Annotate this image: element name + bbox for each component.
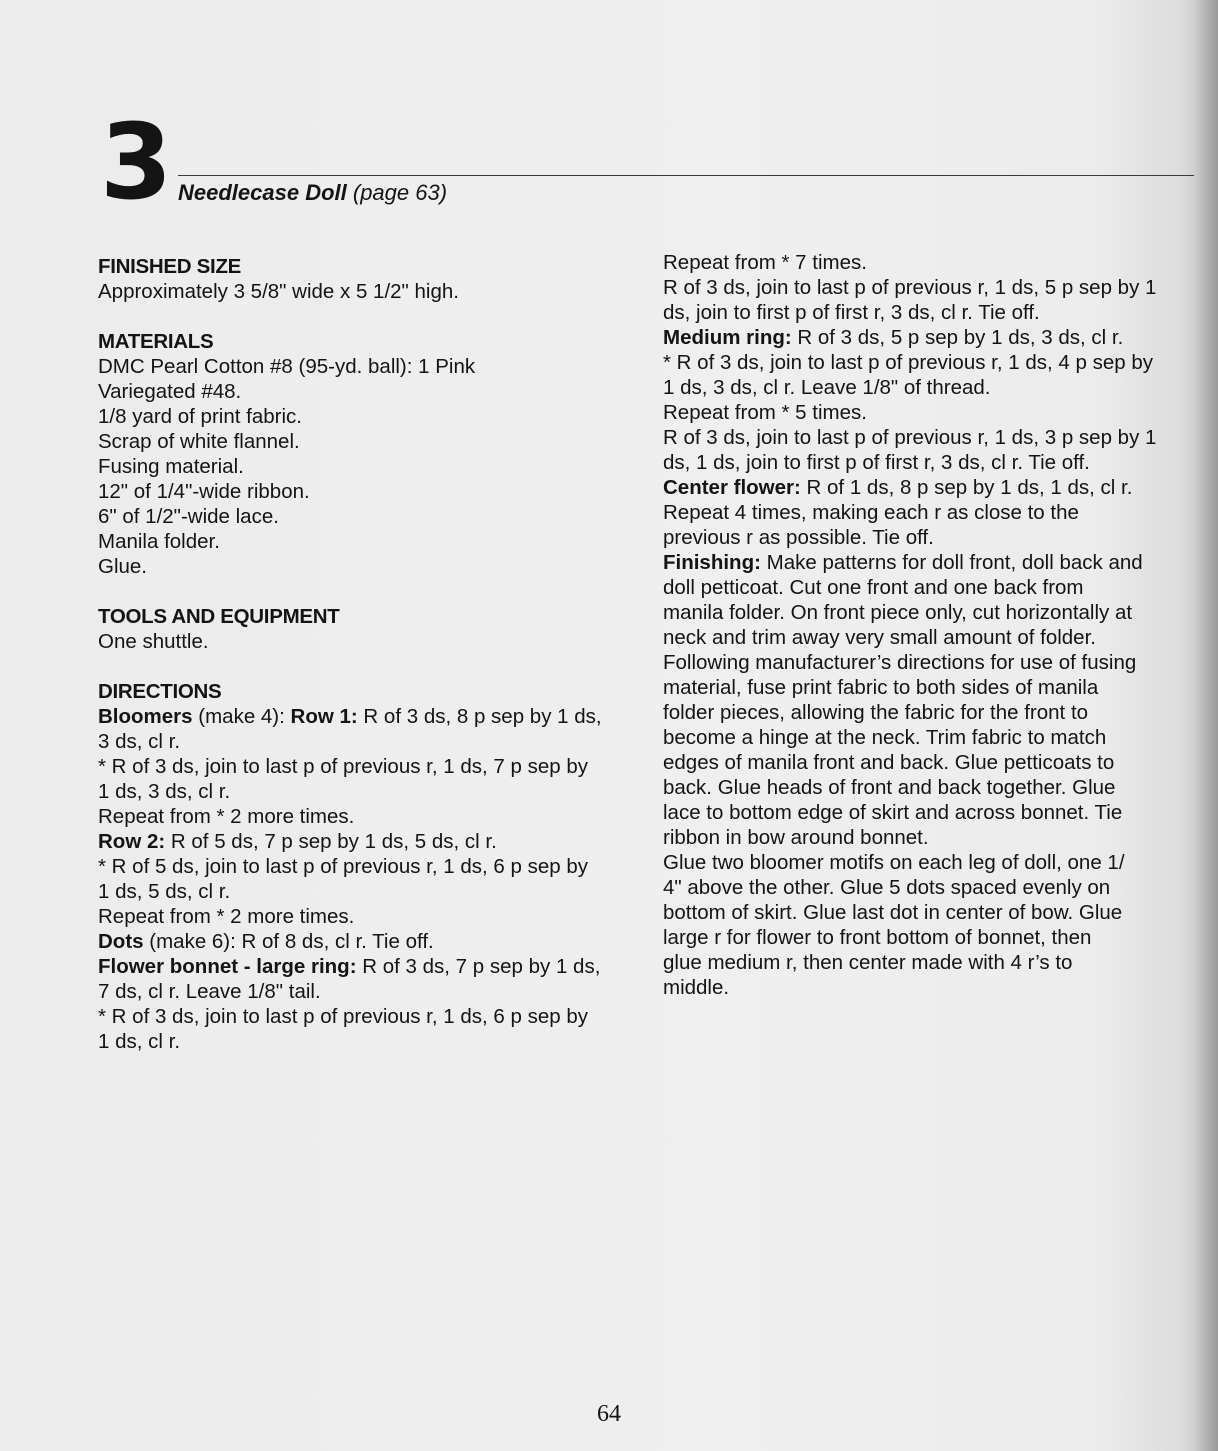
line-text: manila folder. On front piece only, cut horizontally at bbox=[663, 601, 1133, 624]
materials-heading: MATERIALS bbox=[98, 330, 214, 353]
line-text: large r for flower to front bottom of bonnet, then bbox=[663, 926, 1092, 949]
line-text: Repeat from * 7 times. bbox=[663, 251, 867, 274]
bold-lead: Center flower: bbox=[663, 476, 801, 499]
line-text: neck and trim away very small amount of folder. bbox=[663, 626, 1096, 649]
text-line bbox=[663, 625, 1195, 650]
text-line bbox=[663, 675, 1195, 700]
line-text: R of 1 ds, 8 p sep by 1 ds, 1 ds, cl r. bbox=[800, 476, 1133, 499]
line-text: 4" above the other. Glue 5 dots spaced evenly on bbox=[663, 876, 1111, 899]
text-line bbox=[663, 575, 1195, 600]
text-line bbox=[663, 850, 1195, 875]
line-text: folder pieces, allowing the fabric for the front to bbox=[663, 701, 1089, 724]
line-text: * R of 5 ds, join to last p of previous r, 1 ds, 6 p sep by bbox=[98, 855, 588, 878]
line-text: R of 3 ds, 5 p sep by 1 ds, 3 ds, cl r. bbox=[791, 326, 1124, 349]
text-line bbox=[98, 804, 638, 829]
directions-text bbox=[98, 704, 638, 1054]
directions-heading: DIRECTIONS bbox=[98, 680, 222, 703]
line-text: 1 ds, cl r. bbox=[98, 1030, 181, 1053]
line-text: * R of 3 ds, join to last p of previous r, 1 ds, 4 p sep by bbox=[663, 351, 1153, 374]
text-line bbox=[663, 275, 1195, 300]
text-line bbox=[663, 650, 1195, 675]
page-reference: (page 63) bbox=[352, 180, 448, 205]
right-column bbox=[663, 250, 1195, 1000]
bold-lead: Row 2: bbox=[98, 830, 166, 853]
text-line bbox=[663, 350, 1195, 375]
text-line bbox=[663, 800, 1195, 825]
line-text: R of 3 ds, join to last p of previous r, 1 ds, 5 p sep by 1 bbox=[663, 276, 1157, 299]
text-line bbox=[98, 954, 638, 979]
bold-lead: Bloomers bbox=[98, 705, 193, 728]
text-line bbox=[98, 1029, 638, 1054]
line-text: lace to bottom edge of skirt and across bonnet. Tie bbox=[663, 801, 1123, 824]
text-line bbox=[663, 300, 1195, 325]
text-line bbox=[663, 950, 1195, 975]
material-item: Variegated #48. bbox=[98, 380, 242, 403]
text-line bbox=[98, 829, 638, 854]
text-line bbox=[663, 475, 1195, 500]
tools-text: One shuttle. bbox=[98, 630, 209, 653]
text-line bbox=[663, 600, 1195, 625]
line-text: become a hinge at the neck. Trim fabric to match bbox=[663, 726, 1107, 749]
text-line bbox=[98, 729, 638, 754]
bold-lead: Dots bbox=[98, 930, 144, 953]
page-gutter-shadow bbox=[1194, 0, 1218, 1451]
text-line bbox=[663, 450, 1195, 475]
text-line bbox=[98, 979, 638, 1004]
text-line bbox=[98, 779, 638, 804]
material-item: 1/8 yard of print fabric. bbox=[98, 405, 302, 428]
text-line bbox=[98, 754, 638, 779]
line-text: edges of manila front and back. Glue petticoats to bbox=[663, 751, 1115, 774]
line-text: Repeat from * 5 times. bbox=[663, 401, 867, 424]
line-text: ribbon in bow around bonnet. bbox=[663, 826, 929, 849]
line-text: (make 4): bbox=[192, 705, 291, 728]
line-text: R of 3 ds, 8 p sep by 1 ds, bbox=[357, 705, 602, 728]
text-line bbox=[98, 929, 638, 954]
line-text: Make patterns for doll front, doll back and bbox=[760, 551, 1143, 574]
line-text: 7 ds, cl r. Leave 1/8" tail. bbox=[98, 980, 321, 1003]
text-line bbox=[98, 904, 638, 929]
line-text: Repeat 4 times, making each r as close to the bbox=[663, 501, 1079, 524]
text-line bbox=[98, 704, 638, 729]
line-text: previous r as possible. Tie off. bbox=[663, 526, 934, 549]
text-line bbox=[98, 1004, 638, 1029]
text-line bbox=[663, 825, 1195, 850]
text-line bbox=[663, 875, 1195, 900]
material-item: Scrap of white flannel. bbox=[98, 430, 300, 453]
line-text: Repeat from * 2 more times. bbox=[98, 805, 355, 828]
text-line bbox=[663, 400, 1195, 425]
material-item: 6" of 1/2"-wide lace. bbox=[98, 505, 279, 528]
text-line bbox=[663, 775, 1195, 800]
line-text: * R of 3 ds, join to last p of previous r, 1 ds, 7 p sep by bbox=[98, 755, 588, 778]
materials-list bbox=[98, 354, 638, 579]
text-line bbox=[663, 900, 1195, 925]
line-text: * R of 3 ds, join to last p of previous r, 1 ds, 6 p sep by bbox=[98, 1005, 588, 1028]
line-text: (make 6): R of 8 ds, cl r. Tie off. bbox=[143, 930, 434, 953]
bold-lead: Finishing: bbox=[663, 551, 761, 574]
line-text: 1 ds, 5 ds, cl r. bbox=[98, 880, 231, 903]
material-item: Manila folder. bbox=[98, 530, 220, 553]
line-text: ds, 1 ds, join to first p of first r, 3 ds, cl r. Tie off. bbox=[663, 451, 1090, 474]
finished-size-text: Approximately 3 5/8" wide x 5 1/2" high. bbox=[98, 280, 459, 303]
text-line bbox=[663, 975, 1195, 1000]
bold-lead: Medium ring: bbox=[663, 326, 792, 349]
tools-heading: TOOLS AND EQUIPMENT bbox=[98, 605, 340, 628]
line-text: bottom of skirt. Glue last dot in center of bow. Glue bbox=[663, 901, 1123, 924]
material-item: 12" of 1/4"-wide ribbon. bbox=[98, 480, 310, 503]
line-text: R of 3 ds, 7 p sep by 1 ds, bbox=[356, 955, 601, 978]
pattern-name: Needlecase Doll bbox=[178, 180, 347, 205]
text-line bbox=[98, 854, 638, 879]
line-text: R of 3 ds, join to last p of previous r, 1 ds, 3 p sep by 1 bbox=[663, 426, 1157, 449]
text-line bbox=[663, 750, 1195, 775]
left-column bbox=[98, 254, 638, 1054]
line-text: middle. bbox=[663, 976, 730, 999]
material-item: Glue. bbox=[98, 555, 147, 578]
line-text: glue medium r, then center made with 4 r’s to bbox=[663, 951, 1073, 974]
line-text: 1 ds, 3 ds, cl r. Leave 1/8" of thread. bbox=[663, 376, 991, 399]
line-text: R of 5 ds, 7 p sep by 1 ds, 5 ds, cl r. bbox=[165, 830, 497, 853]
header-rule bbox=[178, 175, 1194, 176]
line-text: 3 ds, cl r. bbox=[98, 730, 181, 753]
line-text: ds, join to first p of first r, 3 ds, cl r. Tie off. bbox=[663, 301, 1040, 324]
text-line bbox=[663, 550, 1195, 575]
text-line bbox=[663, 375, 1195, 400]
line-text: Glue two bloomer motifs on each leg of doll, one 1/ bbox=[663, 851, 1125, 874]
page-number: 64 bbox=[597, 1401, 621, 1427]
bold-lead: Flower bonnet - large ring: bbox=[98, 955, 357, 978]
line-text: Following manufacturer’s directions for use of fusing bbox=[663, 651, 1137, 674]
text-line bbox=[663, 925, 1195, 950]
text-line bbox=[98, 879, 638, 904]
line-text: back. Glue heads of front and back together. Glue bbox=[663, 776, 1116, 799]
text-line bbox=[663, 700, 1195, 725]
text-line bbox=[663, 425, 1195, 450]
text-line bbox=[663, 525, 1195, 550]
line-text: 1 ds, 3 ds, cl r. bbox=[98, 780, 231, 803]
finished-size-heading: FINISHED SIZE bbox=[98, 255, 242, 278]
material-item: Fusing material. bbox=[98, 455, 244, 478]
text-line bbox=[663, 325, 1195, 350]
material-item: DMC Pearl Cotton #8 (95-yd. ball): 1 Pink bbox=[98, 355, 476, 378]
chapter-number: 3 bbox=[100, 101, 171, 223]
line-text: doll petticoat. Cut one front and one back from bbox=[663, 576, 1084, 599]
text-line bbox=[663, 500, 1195, 525]
bold-lead: Row 1: bbox=[290, 705, 358, 728]
text-line bbox=[663, 250, 1195, 275]
line-text: Repeat from * 2 more times. bbox=[98, 905, 355, 928]
line-text: material, fuse print fabric to both sides of manila bbox=[663, 676, 1099, 699]
pattern-title bbox=[178, 180, 447, 206]
text-line bbox=[663, 725, 1195, 750]
